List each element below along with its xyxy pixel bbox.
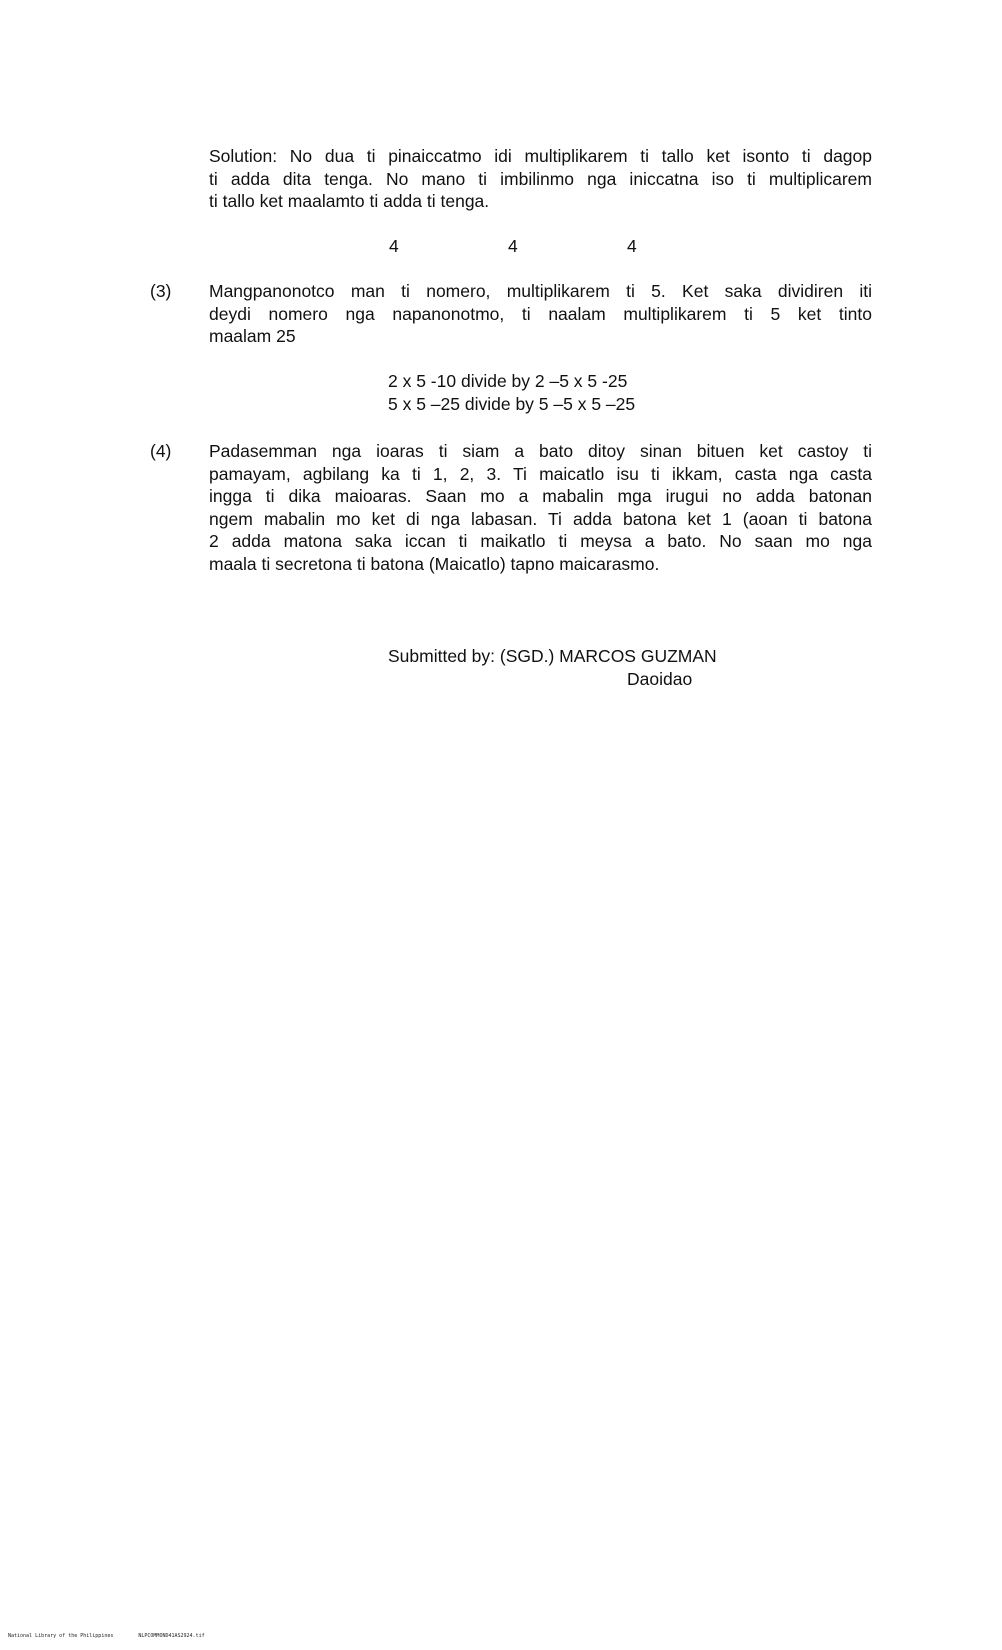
equation-line: 5 x 5 –25 divide by 5 –5 x 5 –25 (388, 393, 636, 414)
item-4-line: ngem mabalin mo ket di nga labasan. Ti adda batona ket 1 (aoan ti batona (209, 508, 872, 529)
item-4-line: pamayam, agbilang ka ti 1, 2, 3. Ti maicatlo isu ti ikkam, casta nga casta (209, 463, 872, 484)
item-3-number: (3) (150, 281, 172, 301)
solution-line: ti tallo ket maalamto ti adda ti tenga. (209, 191, 490, 211)
item-3-line: maalam 25 (209, 326, 296, 346)
item-4-paragraph (209, 440, 872, 575)
scan-footer (8, 1633, 227, 1639)
item-4-line: Padasemman nga ioaras ti siam a bato ditoy sinan bituen ket castoy ti (209, 441, 872, 461)
solution-paragraph (209, 145, 872, 213)
footer-file-id: NLPCOMMOND41AS2924.tif (138, 1633, 205, 1639)
item-3-line: Mangpanonotco man ti nomero, multiplikarem ti 5. Ket saka dividiren iti (209, 281, 872, 301)
number-four: 4 (389, 236, 399, 256)
signature-place: Daoidao (627, 669, 693, 689)
item-3-equations (388, 370, 635, 415)
item-4-line: ingga ti dika maioaras. Saan mo a mabalin mga irugui no adda batonan (209, 486, 872, 506)
item-4-line: 2 adda matona saka iccan ti maikatlo ti meysa a bato. No saan mo nga (209, 531, 872, 551)
submitted-by: Submitted by: (SGD.) MARCOS GUZMAN (388, 646, 717, 666)
solution-line: ti adda dita tenga. No mano ti imbilinmo nga iniccatna iso ti multiplicarem (209, 168, 872, 189)
item-3-paragraph (209, 280, 872, 348)
footer-library: National Library of the Philippines (8, 1633, 114, 1639)
item-4-number: (4) (150, 441, 172, 461)
item-4-line: maala ti secretona ti batona (Maicatlo) tapno maicarasmo. (209, 553, 660, 574)
solution-line: Solution: No dua ti pinaiccatmo idi multiplikarem ti tallo ket isonto ti dagop (209, 146, 872, 166)
number-four: 4 (627, 236, 637, 256)
number-four: 4 (508, 236, 518, 256)
item-3-line: deydi nomero nga napanonotmo, ti naalam multiplikarem ti 5 ket tinto (209, 303, 872, 324)
equation-line: 2 x 5 -10 divide by 2 –5 x 5 -25 (388, 371, 628, 391)
